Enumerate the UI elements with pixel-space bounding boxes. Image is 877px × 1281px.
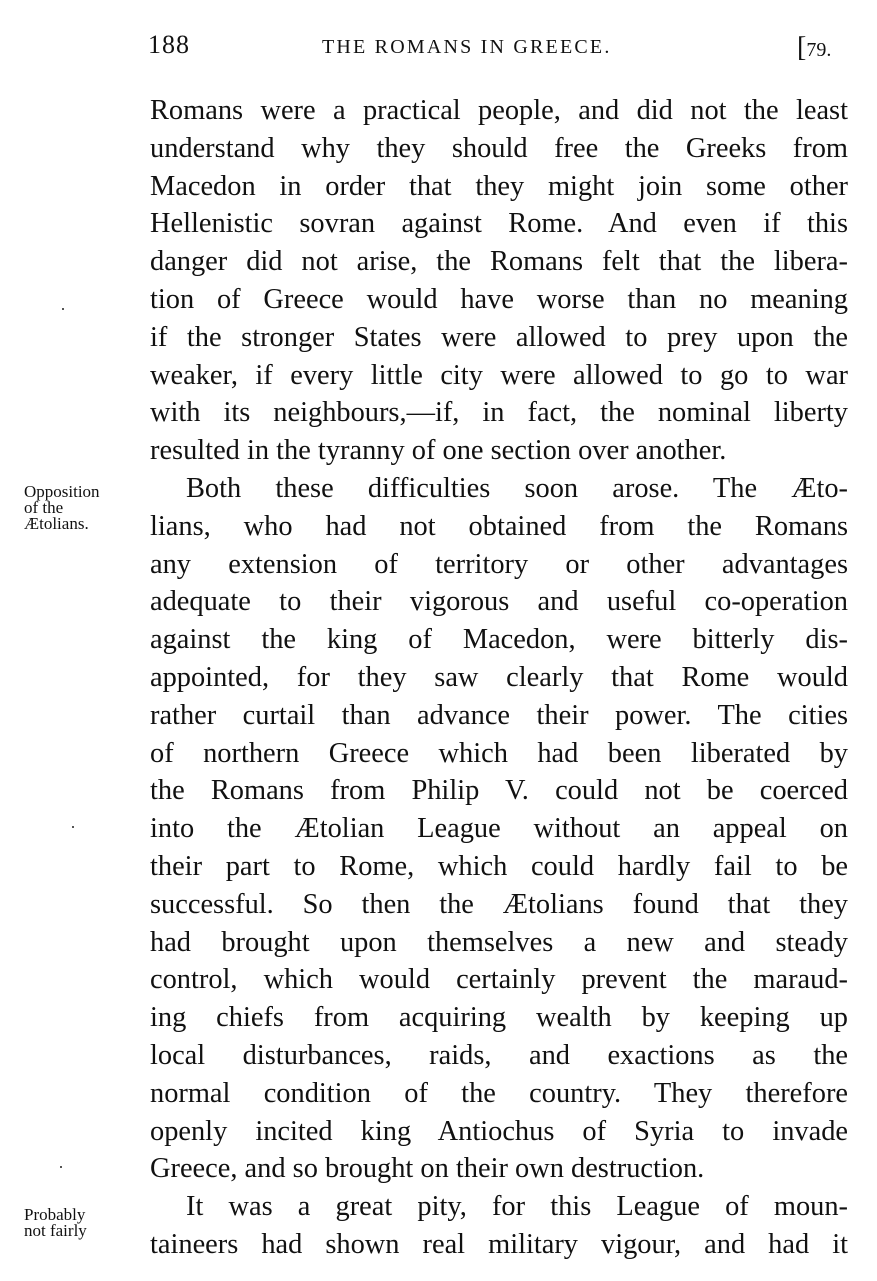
text-line: understand why they should free the Greeks from [150,132,848,164]
section-mark [797,32,831,64]
margin-note-line: Probably [24,1205,86,1224]
margin-note-line: of the [24,498,64,517]
text-line: against the king of Macedon, were bitterly dis- [150,624,848,656]
margin-note-opposition [24,484,144,532]
text-line: appointed, for they saw clearly that Rome would [150,661,848,693]
section-number: 79. [806,39,832,61]
text-line: control, which would certainly prevent the maraud- [150,964,848,996]
text-line: any extension of territory or other advantages [150,548,848,580]
print-speck [60,1166,62,1168]
text-line: if the stronger States were allowed to prey upon the [150,321,848,353]
text-line: tion of Greece would have worse than no meaning [150,283,848,315]
page-header [0,30,877,70]
text-line: openly incited king Antiochus of Syria to invade [150,1115,848,1147]
text-line: danger did not arise, the Romans felt that the libera- [150,246,848,278]
text-line: had brought upon themselves a new and steady [150,926,848,958]
section-bracket: [ [797,32,807,63]
text-line: with its neighbours,—if, in fact, the nominal liberty [150,397,848,429]
text-line: normal condition of the country. They therefore [150,1077,848,1109]
page-number: 188 [148,30,190,59]
running-title: THE ROMANS IN GREECE. [322,36,612,58]
text-line: lians, who had not obtained from the Romans [150,510,848,542]
margin-note-line: Opposition [24,482,100,501]
text-line: adequate to their vigorous and useful co-operation [150,586,848,618]
text-line: of northern Greece which had been liberated by [150,737,848,769]
paragraph-end-line: Greece, and so brought on their own destruction. [150,1153,705,1185]
text-line: weaker, if every little city were allowed to go to war [150,359,848,391]
print-speck [72,826,74,828]
text-line: their part to Rome, which could hardly fail to be [150,850,848,882]
text-line: the Romans from Philip V. could not be coerced [150,775,848,807]
text-line: successful. So then the Ætolians found that they [150,888,848,920]
body-text [150,92,848,1264]
text-line: rather curtail than advance their power. The cities [150,699,848,731]
print-speck [62,308,64,310]
text-line: local disturbances, raids, and exactions as the [150,1039,848,1071]
margin-note-probably [24,1207,144,1239]
text-line: Hellenistic sovran against Rome. And even if this [150,208,848,240]
margin-note-line: not fairly [24,1221,87,1240]
text-line: Romans were a practical people, and did not the least [150,95,848,126]
text-line: Macedon in order that they might join some other [150,170,848,202]
text-line: taineers had shown real military vigour, and had it [150,1228,848,1260]
margin-note-line: Ætolians. [24,514,89,533]
paragraph-start-line: It was a great pity, for this League of moun- [186,1191,848,1223]
text-line: into the Ætolian League without an appeal on [150,813,848,845]
text-line: ing chiefs from acquiring wealth by keeping up [150,1002,848,1034]
paragraph-end-line: resulted in the tyranny of one section over another. [150,435,727,467]
paragraph-start-line: Both these difficulties soon arose. The Æto- [186,472,848,504]
